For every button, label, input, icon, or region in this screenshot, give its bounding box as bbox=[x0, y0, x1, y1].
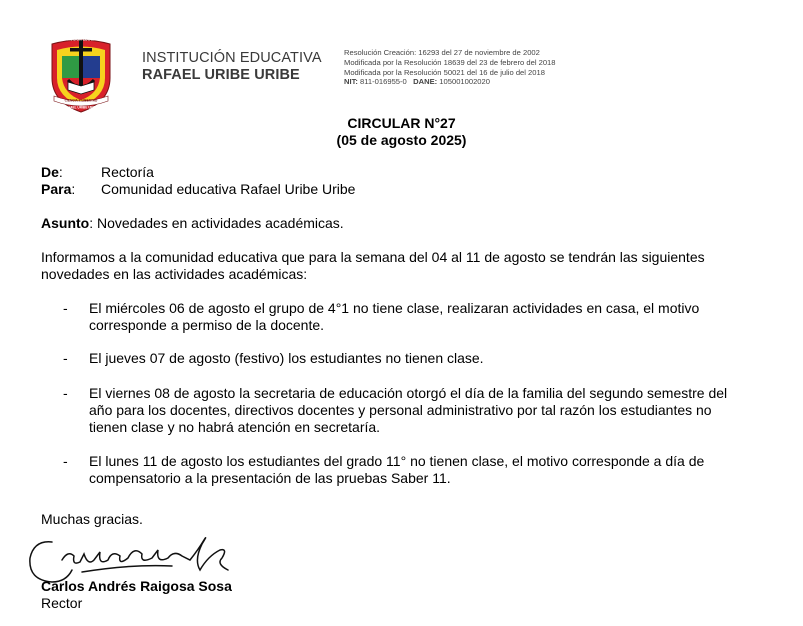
signer-name: Carlos Andrés Raigosa Sosa bbox=[41, 578, 232, 594]
bullet-dash: - bbox=[63, 300, 68, 316]
bullet-3-line-1: El viernes 08 de agosto la secretaria de educación otorgó el día de la familia del segundo semestre del bbox=[89, 385, 728, 401]
dane-label: DANE: bbox=[413, 77, 438, 86]
bullet-1-line-1: El miércoles 06 de agosto el grupo de 4°1 no tiene clase, realizaran actividades en casa, el motivo bbox=[89, 300, 700, 316]
resolution-line-3: Modificada por la Resolución 50021 del 16 de julio del 2018 bbox=[344, 68, 545, 77]
bullet-4-line-2: compensatorio a la presentación de las pruebas Saber 11. bbox=[89, 470, 451, 486]
bullet-dash: - bbox=[63, 453, 68, 469]
logo-ribbon-text: CIENCIA Y LIBERTAD bbox=[64, 98, 98, 103]
resolution-line-2: Modificada por la Resolución 18639 del 23 de febrero del 2018 bbox=[344, 58, 556, 67]
bullet-1-line-2: corresponde a permiso de la docente. bbox=[89, 317, 325, 333]
subject-label: Asunto bbox=[41, 215, 90, 231]
institution-school-name: RAFAEL URIBE URIBE bbox=[142, 67, 300, 83]
bullet-dash: - bbox=[63, 350, 68, 366]
resolution-line-1: Resolución Creación: 16293 del 27 de noviembre de 2002 bbox=[344, 48, 540, 57]
nit-dane-line bbox=[344, 77, 490, 86]
to-label: Para bbox=[41, 181, 72, 197]
from-row: De: bbox=[41, 164, 63, 180]
logo-text-bottom: RAFAEL URIBE URIBE bbox=[63, 105, 99, 110]
subject-row bbox=[41, 215, 344, 232]
nit-value: 811-016955-0 bbox=[360, 77, 407, 86]
logo-text-top: INSTITUCION EDUCATIVA bbox=[58, 37, 104, 42]
institution-name: INSTITUCIÓN EDUCATIVA bbox=[142, 50, 322, 66]
bullet-4-line-1: El lunes 11 de agosto los estudiantes del grado 11° no tienen clase, el motivo corresponde a día de bbox=[89, 453, 705, 469]
closing-thanks: Muchas gracias. bbox=[41, 511, 143, 527]
school-crest-logo bbox=[48, 34, 114, 114]
intro-line-1: Informamos a la comunidad educativa que para la semana del 04 al 11 de agosto se tendrán las siguientes bbox=[41, 249, 705, 265]
bullet-3-line-2: año para los docentes, directivos docentes y personal administrativo por tal razón los estudiantes no bbox=[89, 402, 712, 418]
subject-value: : Novedades en actividades académicas. bbox=[89, 215, 344, 231]
bullet-2-line-1: El jueves 07 de agosto (festivo) los estudiantes no tienen clase. bbox=[89, 350, 484, 366]
to-row: Para: bbox=[41, 181, 76, 197]
bullet-3-line-3: tienen clase y no habrá atención en secretaría. bbox=[89, 419, 381, 435]
signer-role: Rector bbox=[41, 595, 83, 611]
from-value: Rectoría bbox=[101, 164, 154, 180]
bullet-dash: - bbox=[63, 385, 68, 401]
circular-title: CIRCULAR N°27 bbox=[347, 115, 456, 131]
circular-date: (05 de agosto 2025) bbox=[336, 132, 467, 148]
intro-line-2: novedades en las actividades académicas: bbox=[41, 266, 308, 282]
to-value: Comunidad educativa Rafael Uribe Uribe bbox=[101, 181, 356, 197]
nit-label: NIT: bbox=[344, 77, 358, 86]
from-label: De bbox=[41, 164, 59, 180]
dane-value: 105001002020 bbox=[439, 77, 490, 86]
